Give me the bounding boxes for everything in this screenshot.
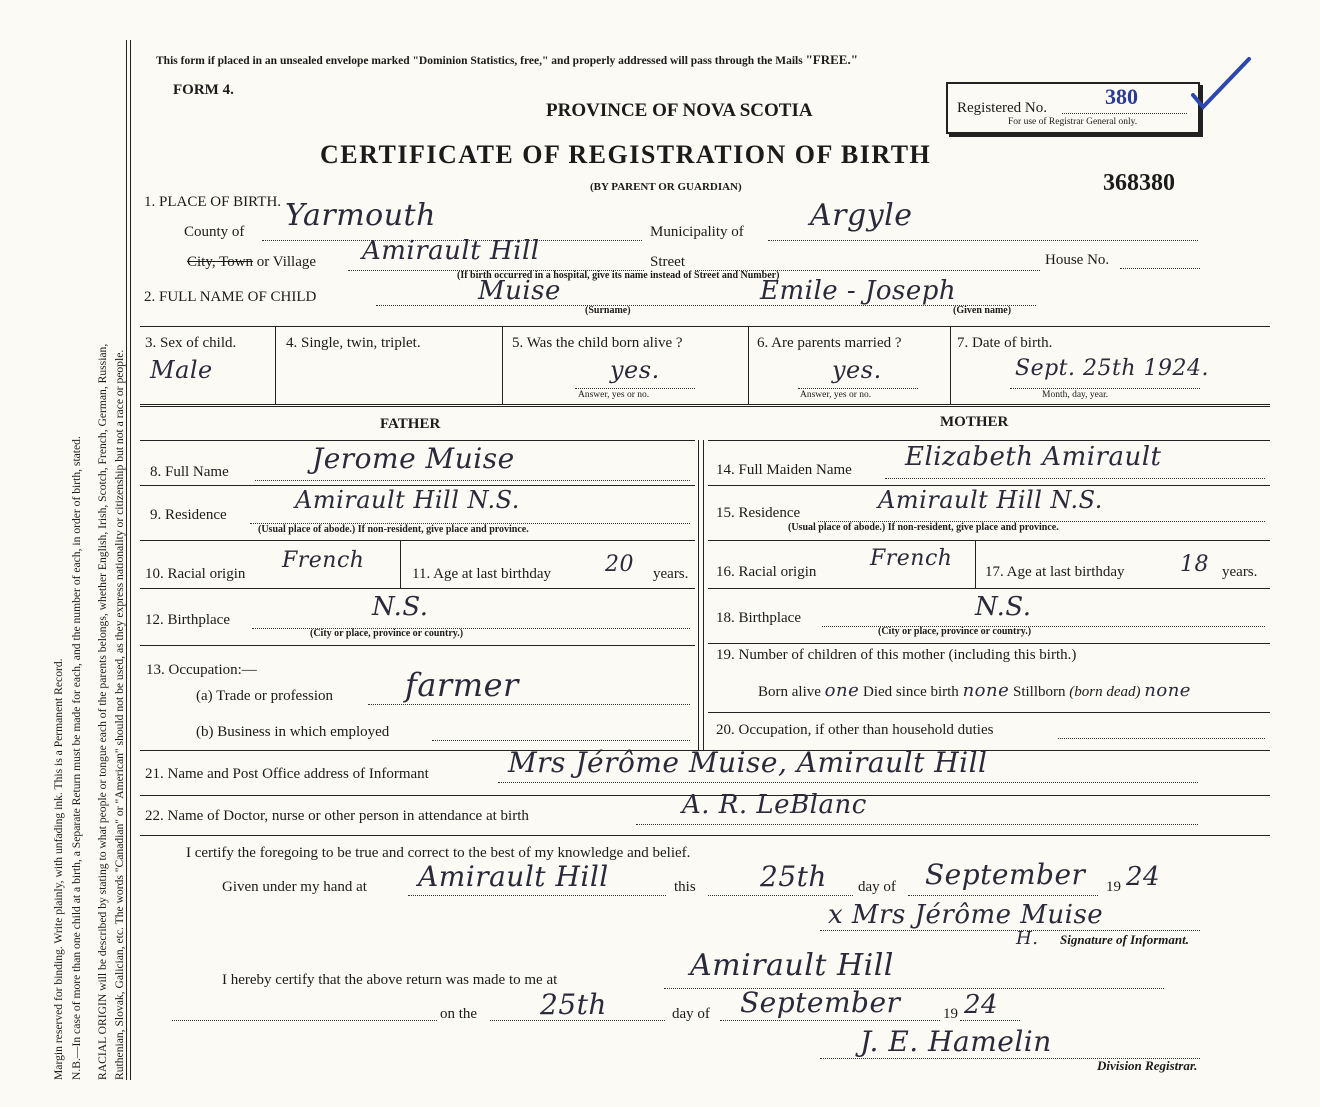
- return-year-line: [960, 1020, 1020, 1021]
- informant-signature: x Mrs Jérôme Muise: [828, 900, 1104, 930]
- mother-birthplace-caption: (City or place, province or country.): [878, 626, 1032, 637]
- return-day-of: day of: [672, 1006, 710, 1022]
- father-name-line: [255, 480, 690, 481]
- father-heading: FATHER: [380, 416, 441, 432]
- hospital-note: (If birth occurred in a hospital, give its name instead of Street and Number): [457, 270, 780, 281]
- return-text: I hereby certify that the above return was made to me at: [222, 972, 558, 988]
- margin-line-1: Margin reserved for binding. Write plainly, with unfading ink. This is a Permanent Record.: [52, 658, 65, 1080]
- father-years: years.: [653, 566, 689, 582]
- business-label: (b) Business in which employed: [196, 724, 390, 740]
- county-value: Yarmouth: [285, 198, 436, 233]
- alive-label: 5. Was the child born alive ?: [512, 335, 683, 351]
- father-age-value: 20: [605, 552, 634, 577]
- rule-center-1: [698, 440, 699, 750]
- rule-mother-16: [708, 588, 1270, 589]
- registered-value: 380: [1105, 84, 1138, 109]
- born-alive-value: one: [824, 680, 860, 701]
- single-label: 4. Single, twin, triplet.: [286, 335, 421, 351]
- rule-mother-16-v: [975, 540, 976, 588]
- died-value: none: [962, 680, 1010, 701]
- business-line: [432, 740, 690, 741]
- informant-value: Mrs Jérôme Muise, Amirault Hill: [508, 746, 988, 779]
- mother-residence-caption: (Usual place of abode.) If non-resident, give place and province.: [788, 522, 1059, 533]
- given-name-value: Emile - Joseph: [760, 276, 957, 306]
- day-value: 25th: [760, 860, 827, 893]
- on-the-label: on the: [440, 1006, 478, 1022]
- rule-row3-v1: [275, 326, 276, 404]
- mother-residence-label: 15. Residence: [716, 505, 801, 521]
- registrar-signature: J. E. Hamelin: [860, 1025, 1052, 1058]
- father-residence-label: 9. Residence: [150, 507, 227, 523]
- rule-row3-top: [140, 326, 1270, 327]
- mother-heading: MOTHER: [940, 414, 1009, 430]
- mother-racial-label: 16. Racial origin: [716, 564, 817, 580]
- rule-row3-v2: [502, 326, 503, 404]
- stillborn-note: (born dead): [1069, 684, 1141, 700]
- day-line: [708, 895, 853, 896]
- place-heading: 1. PLACE OF BIRTH.: [144, 194, 282, 210]
- month-line: [908, 895, 1098, 896]
- sex-value: Male: [150, 356, 213, 384]
- province-title: PROVINCE OF NOVA SCOTIA: [546, 100, 813, 121]
- house-line: [1120, 268, 1200, 269]
- informant-line: [498, 782, 1198, 783]
- mother-name-line: [885, 478, 1265, 479]
- certificate-title: CERTIFICATE OF REGISTRATION OF BIRTH: [320, 140, 932, 169]
- margin-rule: [126, 40, 127, 1080]
- mother-residence-value: Amirault Hill N.S.: [878, 486, 1103, 514]
- signature-mark: H.: [1016, 928, 1039, 949]
- rule-mother-19: [708, 712, 1270, 713]
- trade-label: (a) Trade or profession: [196, 688, 334, 704]
- mother-racial-value: French: [870, 546, 953, 571]
- father-name-label: 8. Full Name: [150, 464, 229, 480]
- mother-occupation-line: [1058, 738, 1265, 739]
- father-birthplace-value: N.S.: [372, 592, 429, 622]
- children-label: 19. Number of children of this mother (including this birth.): [716, 647, 1077, 663]
- stillborn-value: none: [1144, 680, 1191, 701]
- mother-age-value: 18: [1180, 552, 1209, 577]
- alive-value: yes.: [610, 356, 660, 384]
- mailing-notice: This form if placed in an unsealed envelope marked "Dominion Statistics, free," and properly addressed will pass through the Mails "FREE.": [156, 52, 858, 67]
- margin-line-3: RACIAL ORIGIN will be described by stating to what people or tongue each of the parents belongs, whether English, Irish, Scotch, French, German, Russian,: [96, 343, 109, 1080]
- municipality-label: Municipality of: [650, 224, 744, 240]
- check-mark-icon: [1185, 55, 1255, 115]
- surname-value: Muise: [478, 276, 561, 306]
- doctor-label: 22. Name of Doctor, nurse or other person in attendance at birth: [145, 808, 529, 824]
- father-birthplace-caption: (City or place, province or country.): [310, 628, 464, 639]
- father-residence-caption: (Usual place of abode.) If non-resident, give place and province.: [258, 524, 529, 535]
- rule-row3-v3: [748, 326, 749, 404]
- return-year-value: 24: [964, 990, 999, 1020]
- married-caption: Answer, yes or no.: [800, 390, 872, 400]
- rule-father-head: [140, 440, 695, 441]
- rule-row3-bottom: [140, 404, 1270, 405]
- certify-text: I certify the foregoing to be true and correct to the best of my knowledge and belief.: [186, 845, 691, 861]
- village-value: Amirault Hill: [362, 236, 540, 266]
- father-age-label: 11. Age at last birthday: [412, 566, 551, 582]
- mother-occupation-label: 20. Occupation, if other than household duties: [716, 722, 994, 738]
- given-caption: (Given name): [953, 305, 1012, 316]
- given-label: Given under my hand at: [222, 879, 367, 895]
- mother-birthplace-label: 18. Birthplace: [716, 610, 801, 626]
- rule-mother-18: [708, 643, 1270, 644]
- day-of-label: day of: [858, 879, 896, 895]
- child-name-label: 2. FULL NAME OF CHILD: [144, 289, 317, 305]
- rule-row3-double: [140, 406, 1270, 407]
- margin-line-4: Ruthenian, Slovak, Galician, etc. The words "Canadian" or "American" should not be used, as they express nationality or citizenship but not a race or people.: [113, 349, 126, 1080]
- return-blank-line: [172, 1020, 437, 1021]
- stillborn-label: Stillborn: [1013, 684, 1066, 700]
- father-occupation-label: 13. Occupation:—: [146, 662, 257, 678]
- doctor-line: [636, 824, 1198, 825]
- rule-father-9: [140, 540, 695, 541]
- mother-birthplace-value: N.S.: [975, 592, 1032, 622]
- return-month-value: September: [740, 986, 901, 1019]
- registered-label: Registered No.: [957, 100, 1047, 116]
- father-residence-value: Amirault Hill N.S.: [295, 486, 520, 514]
- return-year-prefix: 19: [943, 1006, 958, 1022]
- trade-value: farmer: [405, 666, 519, 704]
- serial-number: 368380: [1103, 170, 1175, 196]
- house-label: House No.: [1045, 252, 1110, 268]
- father-birthplace-label: 12. Birthplace: [145, 612, 230, 628]
- father-name-value: Jerome Muise: [312, 442, 515, 475]
- alive-line: [575, 388, 695, 389]
- rule-center-2: [703, 440, 704, 750]
- married-value: yes.: [832, 356, 882, 384]
- municipality-line: [768, 240, 1198, 241]
- dob-value: Sept. 25th 1924.: [1015, 356, 1209, 381]
- return-place-value: Amirault Hill: [690, 948, 894, 983]
- sex-label: 3. Sex of child.: [145, 335, 237, 351]
- doctor-value: A. R. LeBlanc: [682, 790, 867, 820]
- rule-row3-v4: [950, 326, 951, 404]
- father-racial-label: 10. Racial origin: [145, 566, 246, 582]
- given-place-line: [408, 895, 666, 896]
- margin-line-2: N.B.—In case of more than one child at a birth, a Separate Return must be made for each, and the number of each, in order of birth, stated.: [70, 436, 83, 1080]
- mother-years: years.: [1222, 564, 1258, 580]
- registrar-note: For use of Registrar General only.: [1008, 117, 1138, 127]
- signature-caption: Signature of Informant.: [1060, 932, 1189, 947]
- informant-signature-line: [820, 930, 1200, 931]
- informant-label: 21. Name and Post Office address of Informant: [145, 766, 429, 782]
- county-label: County of: [184, 224, 245, 240]
- return-day-value: 25th: [540, 988, 607, 1021]
- surname-caption: (Surname): [585, 305, 631, 316]
- trade-line: [368, 704, 690, 705]
- return-place-line: [664, 988, 1164, 989]
- registrar-caption: Division Registrar.: [1097, 1058, 1198, 1073]
- year-value: 24: [1126, 862, 1161, 892]
- father-racial-value: French: [282, 548, 365, 573]
- rule-father-12: [140, 645, 695, 646]
- rule-mother-15: [708, 540, 1270, 541]
- return-month-line: [720, 1020, 940, 1021]
- born-alive-label: Born alive: [758, 684, 821, 700]
- mother-name-label: 14. Full Maiden Name: [716, 462, 852, 478]
- this-label: this: [674, 879, 696, 895]
- dob-caption: Month, day, year.: [1042, 390, 1109, 400]
- rule-mother-head: [708, 440, 1270, 441]
- rule-22-bottom: [140, 835, 1270, 836]
- mother-stats: [758, 680, 1191, 701]
- year-prefix: 19: [1106, 879, 1121, 895]
- rule-father-10: [140, 588, 695, 589]
- city-village-label: City, Town or Village: [187, 254, 317, 270]
- given-place-value: Amirault Hill: [418, 860, 609, 893]
- binding-margin: [0, 0, 132, 1107]
- street-label: Street: [650, 254, 685, 270]
- married-label: 6. Are parents married ?: [757, 335, 902, 351]
- rule-father-10-v: [400, 540, 401, 588]
- month-value: September: [925, 858, 1086, 891]
- died-label: Died since birth: [863, 684, 959, 700]
- married-line: [798, 388, 918, 389]
- margin-rule-2: [130, 40, 131, 1080]
- mother-name-value: Elizabeth Amirault: [905, 442, 1162, 472]
- registered-line: [1062, 113, 1187, 114]
- municipality-value: Argyle: [810, 198, 913, 233]
- dob-line: [1010, 388, 1200, 389]
- dob-label: 7. Date of birth.: [957, 335, 1053, 351]
- alive-caption: Answer, yes or no.: [578, 390, 650, 400]
- mother-age-label: 17. Age at last birthday: [985, 564, 1125, 580]
- certificate-subtitle: (BY PARENT OR GUARDIAN): [590, 181, 742, 193]
- form-number: FORM 4.: [173, 82, 234, 98]
